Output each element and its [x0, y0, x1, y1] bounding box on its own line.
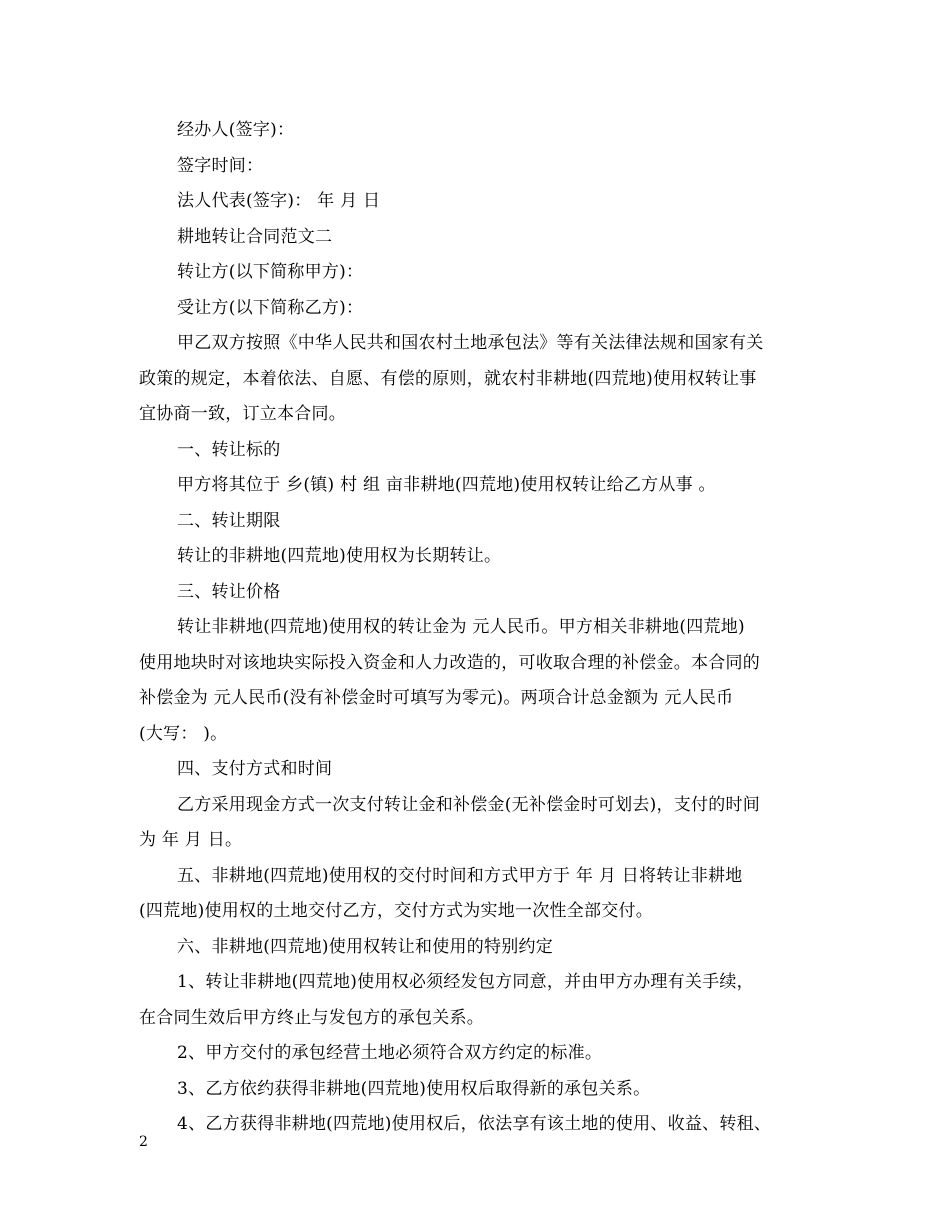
paragraph-line: 补偿金为 元人民币(没有补偿金时可填写为零元)。两项合计总金额为 元人民币 — [139, 688, 734, 708]
clause-item: 2、甲方交付的承包经营土地必须符合双方约定的标准。 — [177, 1043, 603, 1063]
party-b-line: 受让方(以下简称乙方)： — [177, 297, 364, 318]
paragraph-line: (四荒地)使用权的土地交付乙方，交付方式为实地一次性全部交付。 — [139, 901, 654, 921]
signature-line-handler: 经办人(签字)： — [177, 120, 295, 140]
paragraph-line: 甲乙双方按照《中华人民共和国农村土地承包法》等有关法律法规和国家有关 — [177, 333, 764, 353]
clause-item-continued: 在合同生效后甲方终止与发包方的承包关系。 — [139, 1007, 484, 1028]
paragraph-line: 转让的非耕地(四荒地)使用权为长期转让。 — [177, 546, 502, 566]
signature-line-legal-rep: 法人代表(签字)： 年 月 日 — [177, 191, 381, 211]
contract-title: 耕地转让合同范文二 — [177, 226, 333, 247]
clause-item: 3、乙方依约获得非耕地(四荒地)使用权后取得新的承包关系。 — [177, 1078, 651, 1099]
paragraph-line: 政策的规定，本着依法、自愿、有偿的原则，就农村非耕地(四荒地)使用权转让事 — [139, 368, 757, 389]
paragraph-line: 使用地块时对该地块实际投入资金和人力改造的，可收取合理的补偿金。本合同的 — [139, 652, 760, 673]
section-heading: 六、非耕地(四荒地)使用权转让和使用的特别约定 — [177, 936, 554, 957]
paragraph-line: 乙方采用现金方式一次支付转让金和补偿金(无补偿金时可划去)，支付的时间 — [177, 794, 761, 815]
clause-item: 1、转让非耕地(四荒地)使用权必须经发包方同意，并由甲方办理有关手续， — [177, 972, 754, 992]
section-heading: 一、转让标的 — [177, 439, 281, 460]
section-heading: 四、支付方式和时间 — [177, 759, 333, 779]
signature-line-date: 签字时间： — [177, 155, 264, 176]
section-heading: 二、转让期限 — [177, 510, 281, 531]
paragraph-line: 宜协商一致，订立本合同。 — [139, 404, 346, 424]
page-number: 2 — [139, 1134, 148, 1150]
paragraph-line: 转让非耕地(四荒地)使用权的转让金为 元人民币。甲方相关非耕地(四荒地) — [177, 617, 745, 637]
clause-item: 4、乙方获得非耕地(四荒地)使用权后，依法享有该土地的使用、收益、转租、 — [177, 1114, 772, 1134]
paragraph-line: 五、非耕地(四荒地)使用权的交付时间和方式甲方于 年 月 日将转让非耕地 — [177, 865, 743, 886]
document-body — [139, 113, 819, 1143]
paragraph-line: 甲方将其位于 乡(镇) 村 组 亩非耕地(四荒地)使用权转让给乙方从事 。 — [177, 475, 716, 495]
section-heading: 三、转让价格 — [177, 581, 281, 602]
paragraph-line: 为 年 月 日。 — [139, 830, 243, 850]
paragraph-line: (大写： )。 — [139, 723, 228, 744]
party-a-line: 转让方(以下简称甲方)： — [177, 262, 364, 282]
